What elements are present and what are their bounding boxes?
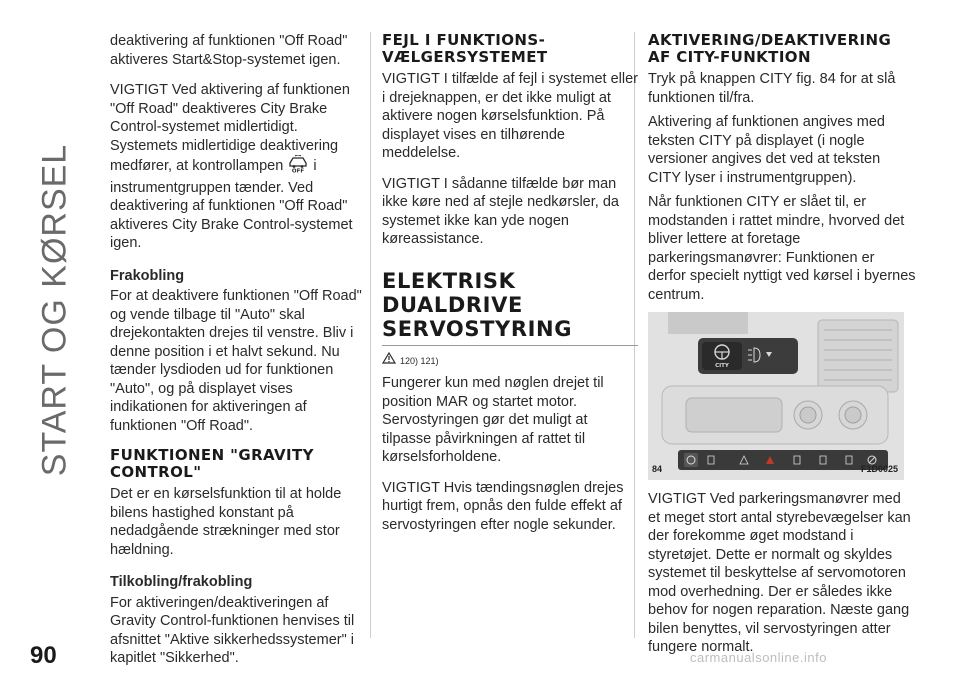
page-number: 90 [30,642,57,669]
figure-84-dashboard [648,312,904,480]
warning-refs-text: 120) 121) [400,355,439,366]
paragraph: For at deaktivere funktionen "Off Road" og vende tilbage til "Auto" skal drejekontakten drejes til venstre. Bliv i denne position i et halvt sekund. Nu tænder lysdioden ud for funktionen "Auto", og på displayet vises indikationen for aktiveringen af funktionen "Off Road". [110,288,362,434]
paragraph: Det er en kørselsfunktion til at holde bilens hastighed konstant på nedadgående strækninger med stor hældning. [110,486,342,558]
column-1 [110,32,366,680]
figure-number: 84 [652,463,663,474]
section-heading-servostyring: ELEKTRISK DUALDRIVE SERVOSTYRING [382,269,638,346]
paragraph: deaktivering af funktionen "Off Road" aktiveres Start&Stop-systemet igen. [110,33,348,68]
paragraph: For aktiveringen/deaktiveringen af Gravity Control-funktionen henvises til afsnittet "Aktive sikkerhedssystemer" i kapitlet "Sikkerhed". [110,594,355,666]
section-heading-city: AKTIVERING/DEAKTIVERING AF CITY-FUNKTION [648,31,892,66]
column-3 [648,32,916,669]
warning-reference [382,352,638,371]
section-heading-gravity-control: FUNKTIONEN "GRAVITY CONTROL" [110,446,314,481]
paragraph: VIGTIGT Ved parkeringsmanøvrer med et meget stort antal styrebevægelser kan der forekomme øget modstand i styretøjet. Dette er normalt og skyldes systemet til beskyttelse af servomotoren mod overhedning. Der er således ikke behov for nogen reparation. Næste gang bilen benyttes, vil servostyringen atter fungere normalt. [648,491,911,655]
paragraph: VIGTIGT Hvis tændingsnøglen drejes hurtigt frem, opnås den fulde effekt af servostyringen efter nogle sekunder. [382,479,624,533]
chapter-side-title [28,30,82,590]
subheading-tilkobling: Tilkobling/frakobling [110,574,253,590]
icon-off-text: OFF [292,168,305,173]
column-2 [382,32,638,546]
paragraph-with-icon: VIGTIGT Ved aktivering af funktionen "Off Road" deaktiveres City Brake Control-systemet midlertidigt. Systemets midlertidige deaktivering medfører, at kontrollampen OFF i instrumentgruppen tænder. Ved deaktivering af funktionen "Off Road" aktiveres City Brake Control-systemet igen. [110,82,353,251]
subheading-frakobling: Frakobling [110,267,185,284]
paragraph: Tryk på knappen CITY fig. 84 for at slå funktionen til/fra. [648,71,896,106]
paragraph: Aktivering af funktionen angives med teksten CITY på displayet (i nogle versioner angives det ved at teksten CITY lyser i instrumentgruppen). [648,114,885,186]
dashboard-illustration [648,312,904,480]
paragraph: Når funktionen CITY er slået til, er modstanden i rattet mindre, hvorved det bliver lettere at foretage parkeringsmanøvrer: Funktionen er derfor specielt nyttigt ved kørsel i byernes centrum. [648,194,916,303]
city-brake-off-warning-icon [287,155,309,179]
figure-code: F1D0025 [860,463,898,474]
chapter-title-text: START OG KØRSEL [35,143,74,477]
column-divider [370,32,371,638]
paragraph: Fungerer kun med nøglen drejet til position MAR og startet motor. Servostyringen gør det muligt at tilpasse påvirkningen af rattet til kørselsforholdene. [382,375,604,465]
watermark: carmanualsonline.info [690,650,827,665]
city-button-label: CITY [715,363,729,369]
warning-triangle-icon [382,352,396,371]
paragraph: VIGTIGT I sådanne tilfælde bør man ikke køre ned af stejle nedkørsler, da systemet ikke kan yde nogen køreassistance. [382,175,619,247]
paragraph: VIGTIGT I tilfælde af fejl i systemet eller i drejeknappen, er det ikke muligt at aktivere nogen kørselsfunktion. På displayet vises en tilhørende meddelelse. [382,71,638,161]
section-heading-fejl: FEJL I FUNKTIONS-VÆLGERSYSTEMET [382,31,548,66]
